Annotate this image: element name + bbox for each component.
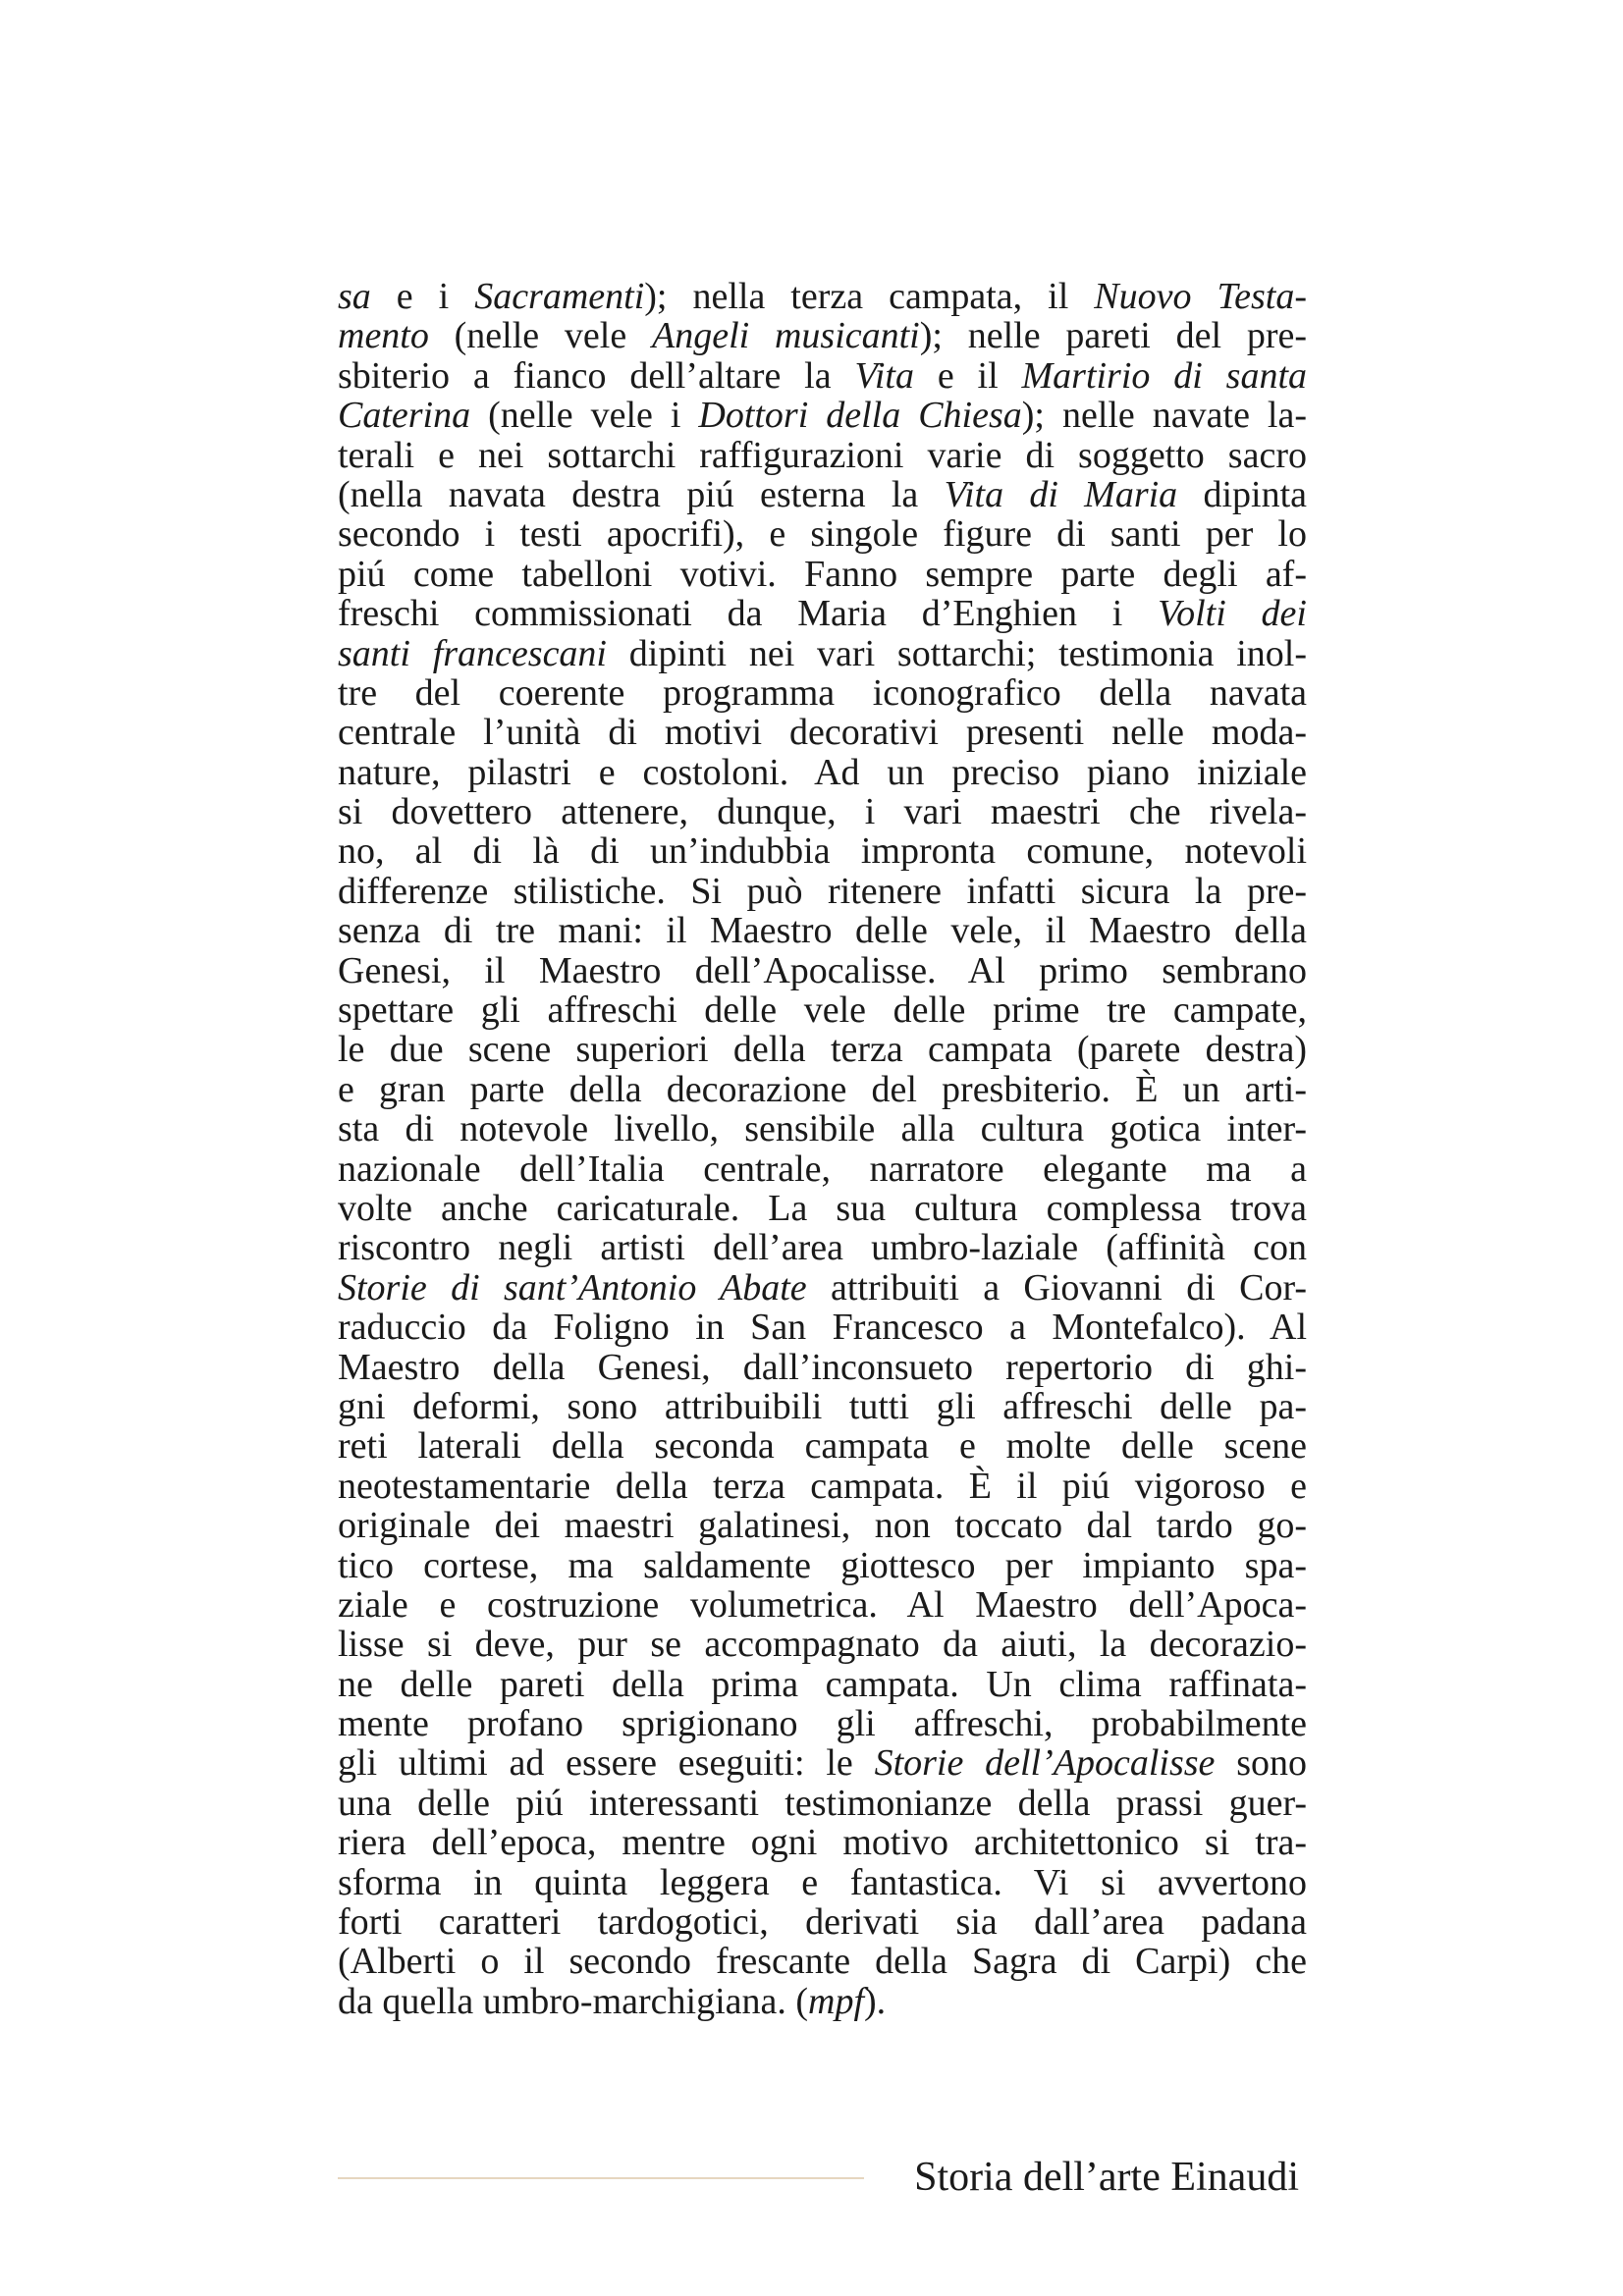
text-line [338,594,1307,633]
italic-span: mento [338,315,429,357]
text-line [338,514,1307,554]
text-line [338,1426,1307,1466]
text-span: una delle piú interessanti testimonianze della prassi guer- [338,1782,1307,1824]
text-span: freschi commissionati da Maria d’Enghien i [338,593,1159,635]
text-line [338,792,1307,831]
italic-span: Storie dell’Apocalisse [874,1742,1216,1785]
text-span: (nella navata destra piú esterna la [338,473,945,515]
text-span: ); nelle pareti del pre- [919,315,1308,357]
text-line [338,1109,1307,1148]
text-line [338,713,1307,752]
text-span: e i [370,276,475,317]
text-span: mente profano sprigionano gli affreschi, probabilmente [338,1703,1307,1745]
text-span: sono [1215,1742,1307,1785]
text-span: gni deformi, sono attribuibili tutti gli affreschi delle pa- [338,1385,1307,1427]
italic-span: Vita di Maria [944,473,1178,515]
text-span: Maestro della Genesi, dall’inconsueto repertorio di ghi- [338,1346,1307,1388]
text-line [338,1823,1307,1862]
text-line [338,1467,1307,1506]
text-line [338,1189,1307,1228]
text-span: ). [864,1980,887,2022]
text-line [338,436,1307,475]
text-span: forti caratteri tardogotici, derivati sia dall’area padana [338,1901,1307,1944]
italic-span: Sacramenti [474,276,645,317]
italic-span: Angeli musicanti [652,315,920,357]
text-span: nature, pilastri e costoloni. Ad un preciso piano iniziale [338,751,1307,793]
text-span: dipinta [1177,473,1307,515]
text-span: senza di tre mani: il Maestro delle vele, il Maestro della [338,910,1307,952]
text-span: dipinti nei vari sottarchi; testimonia inol- [607,632,1307,674]
text-span: secondo i testi apocrifi), e singole figure di santi per lo [338,513,1307,556]
text-line [338,634,1307,673]
text-span: neotestamentarie della terza campata. È il piú vigoroso e [338,1465,1307,1507]
text-span: raduccio da Foligno in San Francesco a Montefalco). Al [338,1307,1307,1349]
italic-span: Dottori della Chiesa [698,395,1022,437]
text-line [338,1982,1307,2021]
text-span: sbiterio a fianco dell’altare la [338,354,855,397]
text-line [338,1665,1307,1704]
text-line [338,1506,1307,1545]
italic-span: Caterina [338,395,471,437]
italic-span: santi francescani [338,632,607,674]
body-text [338,277,1307,2021]
text-span: differenze stilistiche. Si può ritenere infatti sicura la pre- [338,870,1307,912]
text-span: e gran parte della decorazione del presbiterio. È un arti- [338,1068,1307,1110]
text-span: (nelle vele i [470,395,699,437]
text-line [338,1743,1307,1783]
text-span: ne delle pareti della prima campata. Un clima raffinata- [338,1663,1307,1705]
text-span: (nelle vele [428,315,652,357]
text-line [338,1585,1307,1625]
text-line [338,872,1307,911]
text-span: reti laterali della seconda campata e molte delle scene [338,1425,1307,1468]
text-span: sta di notevole livello, sensibile alla cultura gotica inter- [338,1108,1307,1150]
text-line [338,753,1307,792]
text-span: e il [913,354,1022,397]
text-span: sforma in quinta leggera e fantastica. Vi si avvertono [338,1861,1307,1903]
text-span: terali e nei sottarchi raffigurazioni varie di soggetto sacro [338,434,1307,476]
text-span: ziale e costruzione volumetrica. Al Maestro dell’Apoca- [338,1583,1307,1626]
italic-span: Storie di sant’Antonio Abate [338,1266,807,1308]
text-span: tico cortese, ma saldamente giottesco per impianto spa- [338,1544,1307,1586]
text-span: piú come tabelloni votivi. Fanno sempre parte degli af- [338,553,1307,595]
text-line [338,990,1307,1030]
text-line [338,911,1307,950]
italic-span: Martirio di santa [1021,354,1307,397]
text-span: lisse si deve, pur se accompagnato da aiuti, la decorazio- [338,1624,1307,1666]
text-line [338,396,1307,435]
text-line [338,1070,1307,1109]
text-span: Genesi, il Maestro dell’Apocalisse. Al primo sembrano [338,949,1307,991]
text-line [338,951,1307,990]
text-line [338,673,1307,713]
italic-span: sa [338,276,371,317]
text-line [338,1942,1307,1981]
text-line [338,1546,1307,1585]
text-line [338,1348,1307,1387]
text-line [338,356,1307,396]
text-span: riscontro negli artisti dell’area umbro-laziale (affinità con [338,1227,1307,1269]
footer-label: Storia dell’arte Einaudi [914,2155,1299,2200]
footer-rule [338,2177,864,2179]
text-line [338,1030,1307,1069]
text-span: spettare gli affreschi delle vele delle prime tre campate, [338,989,1307,1032]
italic-span: Volti dei [1158,593,1307,635]
text-span: nazionale dell’Italia centrale, narratore elegante ma a [338,1148,1307,1190]
text-span: (Alberti o il secondo frescante della Sagra di Carpi) che [338,1941,1307,1983]
text-line [338,316,1307,355]
text-span: le due scene superiori della terza campata (parete destra) [338,1029,1307,1071]
text-line [338,277,1307,316]
text-span: tre del coerente programma iconografico della navata [338,671,1307,714]
text-span: ); nelle navate la- [1021,395,1307,437]
text-line [338,1228,1307,1267]
text-line [338,1863,1307,1902]
text-line [338,1149,1307,1189]
text-span: originale dei maestri galatinesi, non toccato dal tardo go- [338,1505,1307,1547]
text-line [338,1704,1307,1743]
text-line [338,1268,1307,1308]
text-line [338,831,1307,871]
text-span: centrale l’unità di motivi decorativi presenti nelle moda- [338,712,1307,754]
italic-span: Vita [854,354,914,397]
italic-span: mpf [808,1980,865,2022]
text-line [338,1387,1307,1426]
text-line [338,1308,1307,1347]
text-line [338,1902,1307,1942]
text-span: da quella umbro-marchigiana. ( [338,1980,809,2022]
text-span: gli ultimi ad essere eseguiti: le [338,1742,875,1785]
text-span: si dovettero attenere, dunque, i vari maestri che rivela- [338,791,1307,833]
text-span: riera dell’epoca, mentre ogni motivo architettonico si tra- [338,1822,1307,1864]
text-line [338,1625,1307,1664]
text-span: ); nella terza campata, il [644,276,1095,317]
text-span: no, al di là di un’indubbia impronta comune, notevoli [338,830,1307,873]
text-span: volte anche caricaturale. La sua cultura complessa trova [338,1187,1307,1229]
text-span: attribuiti a Giovanni di Cor- [806,1266,1308,1308]
text-line [338,475,1307,514]
text-line [338,1784,1307,1823]
italic-span: Nuovo Testa- [1094,276,1307,317]
text-line [338,555,1307,594]
